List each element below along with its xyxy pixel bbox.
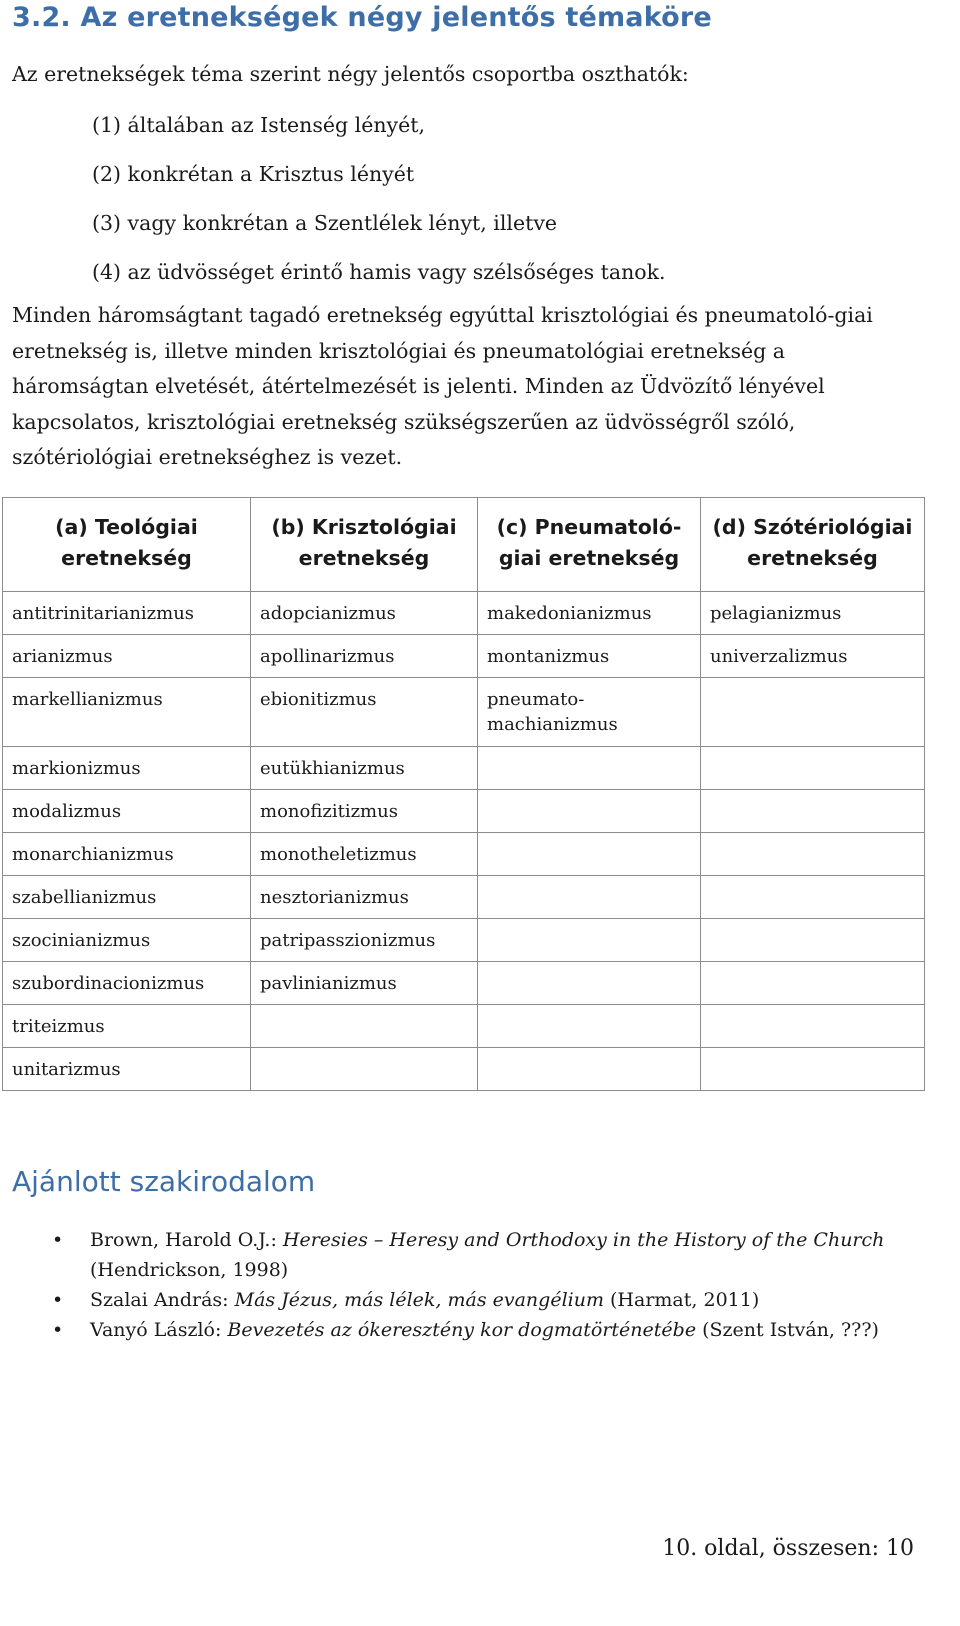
table-cell bbox=[701, 833, 925, 876]
reference-publisher: (Szent István, ???) bbox=[696, 1319, 879, 1341]
table-header-row bbox=[3, 498, 925, 592]
table-cell: adopcianizmus bbox=[251, 592, 478, 635]
table-row bbox=[3, 919, 925, 962]
table-header-theological: (a) Teológiai eretnekség bbox=[3, 498, 251, 592]
table-body bbox=[3, 592, 925, 1091]
table-cell bbox=[701, 962, 925, 1005]
reference-list bbox=[52, 1225, 912, 1345]
table-cell bbox=[701, 678, 925, 747]
table-cell: markellianizmus bbox=[3, 678, 251, 747]
table-cell: nesztorianizmus bbox=[251, 876, 478, 919]
table-cell: szubordinacionizmus bbox=[3, 962, 251, 1005]
intro-text: Az eretnekségek téma szerint négy jelentős csoportba oszthatók: bbox=[12, 62, 689, 86]
table-header-soteriological: (d) Szótériológiai eretnekség bbox=[701, 498, 925, 592]
table-cell bbox=[701, 919, 925, 962]
reference-title: Más Jézus, más lélek, más evangélium bbox=[234, 1289, 604, 1311]
reference-author: Szalai András: bbox=[90, 1289, 235, 1311]
table-cell: makedonianizmus bbox=[478, 592, 701, 635]
section-title: 3.2. Az eretnekségek négy jelentős témaköre bbox=[12, 2, 712, 33]
theme-item: (2) konkrétan a Krisztus lényét bbox=[92, 162, 415, 186]
table-cell: szabellianizmus bbox=[3, 876, 251, 919]
table-cell: monofizitizmus bbox=[251, 790, 478, 833]
reference-title: Heresies – Heresy and Orthodoxy in the History of the Church bbox=[282, 1229, 885, 1251]
reference-item bbox=[52, 1225, 912, 1285]
table-cell: triteizmus bbox=[3, 1005, 251, 1048]
table-row bbox=[3, 962, 925, 1005]
table-cell bbox=[478, 790, 701, 833]
table-row bbox=[3, 1048, 925, 1091]
table-cell bbox=[701, 790, 925, 833]
table-cell bbox=[478, 919, 701, 962]
table-cell: eutükhianizmus bbox=[251, 747, 478, 790]
reference-author: Vanyó László: bbox=[90, 1319, 228, 1341]
theme-list bbox=[92, 110, 666, 306]
table-cell: arianizmus bbox=[3, 635, 251, 678]
body-paragraph: Minden háromságtant tagadó eretnekség egyúttal krisztológiai és pneumatoló-giai eretnekség is, illetve minden krisztológiai és pneumatológiai eretnekség a háromságtan elvetését, átértelmezését is jelenti. Minden az Üdvözítő lényével kapcsolatos, krisztológiai eretnekség szükségszerűen az üdvösségről szóló, szótériológiai eretnekséghez is vezet. bbox=[12, 303, 873, 469]
table-cell bbox=[701, 747, 925, 790]
table-cell bbox=[478, 747, 701, 790]
table-cell: monarchianizmus bbox=[3, 833, 251, 876]
table-cell: patripasszionizmus bbox=[251, 919, 478, 962]
table-row bbox=[3, 1005, 925, 1048]
table-cell: ebionitizmus bbox=[251, 678, 478, 747]
table-header-christological: (b) Krisztológiai eretnekség bbox=[251, 498, 478, 592]
table-cell: pelagianizmus bbox=[701, 592, 925, 635]
table-cell bbox=[478, 876, 701, 919]
table-header-pneumatological: (c) Pneumatoló-giai eretnekség bbox=[478, 498, 701, 592]
table-cell bbox=[478, 1005, 701, 1048]
theme-item: (4) az üdvösséget érintő hamis vagy szélsőséges tanok. bbox=[92, 260, 666, 284]
bullet-icon: • bbox=[52, 1319, 64, 1341]
table-row bbox=[3, 678, 925, 747]
table-cell: antitrinitarianizmus bbox=[3, 592, 251, 635]
table-cell bbox=[478, 833, 701, 876]
table-row bbox=[3, 747, 925, 790]
theme-item: (3) vagy konkrétan a Szentlélek lényt, illetve bbox=[92, 211, 558, 235]
table-cell: unitarizmus bbox=[3, 1048, 251, 1091]
reference-publisher: (Harmat, 2011) bbox=[603, 1289, 760, 1311]
reference-author: Brown, Harold O.J.: bbox=[90, 1229, 283, 1251]
table-cell: monotheletizmus bbox=[251, 833, 478, 876]
table-cell bbox=[478, 1048, 701, 1091]
table-cell bbox=[701, 1048, 925, 1091]
table-row bbox=[3, 635, 925, 678]
reference-item bbox=[52, 1285, 912, 1315]
table-row bbox=[3, 833, 925, 876]
literature-heading: Ajánlott szakirodalom bbox=[12, 1165, 316, 1198]
table-cell: pavlinianizmus bbox=[251, 962, 478, 1005]
table-cell: pneumato-machianizmus bbox=[478, 678, 701, 747]
table-row bbox=[3, 876, 925, 919]
reference-publisher: (Hendrickson, 1998) bbox=[90, 1259, 289, 1281]
reference-title: Bevezetés az ókeresztény kor dogmatörténetébe bbox=[227, 1319, 697, 1341]
bullet-icon: • bbox=[52, 1289, 64, 1311]
heresy-table bbox=[2, 497, 925, 1091]
table-cell: apollinarizmus bbox=[251, 635, 478, 678]
table-cell bbox=[251, 1048, 478, 1091]
table-row bbox=[3, 592, 925, 635]
table-cell: montanizmus bbox=[478, 635, 701, 678]
table-cell bbox=[701, 1005, 925, 1048]
theme-item: (1) általában az Istenség lényét, bbox=[92, 113, 426, 137]
reference-item bbox=[52, 1315, 912, 1345]
table-cell: univerzalizmus bbox=[701, 635, 925, 678]
table-cell bbox=[251, 1005, 478, 1048]
table-cell bbox=[478, 962, 701, 1005]
table-cell: modalizmus bbox=[3, 790, 251, 833]
bullet-icon: • bbox=[52, 1229, 64, 1251]
table-row bbox=[3, 790, 925, 833]
table-cell: markionizmus bbox=[3, 747, 251, 790]
page-footer: 10. oldal, összesen: 10 bbox=[662, 1536, 914, 1561]
table-cell bbox=[701, 876, 925, 919]
table-cell: szocinianizmus bbox=[3, 919, 251, 962]
